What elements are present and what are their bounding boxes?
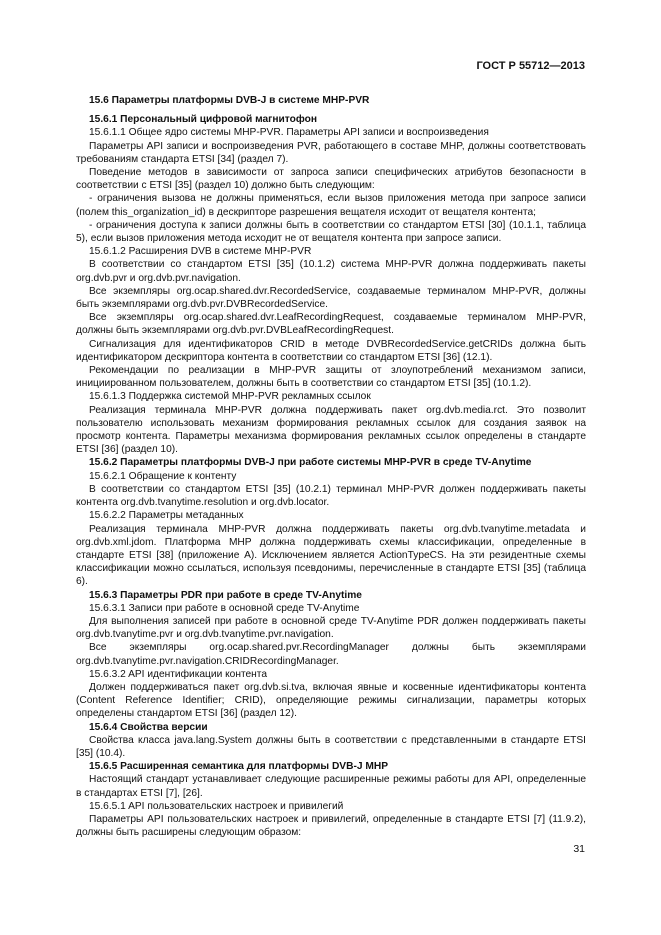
paragraph: 15.6.2.1 Обращение к контенту: [89, 470, 237, 482]
page-number: 31: [573, 843, 585, 855]
section-heading: 15.6.3 Параметры PDR при работе в среде TV-Anytime: [89, 589, 362, 601]
paragraph: Реализация терминала MHP-PVR должна поддерживать пакеты org.dvb.tvanytime.metadata и org.dvb.xml.jdom. Платформа MHP должна поддерживать схемы классификации, определенные в стандарте ETSI [38] (приложение А). Исключением является ActionTypeCS. На эти резидентные схемы классификации можно ссылаться, используя псевдонимы, перечисленные в стандарте ETSI [35] (таблица 6).: [76, 523, 586, 588]
paragraph: 15.6.3.1 Записи при работе в основной среде TV-Anytime: [89, 602, 360, 614]
paragraph: 15.6.1.2 Расширения DVB в системе MHP-PVR: [89, 246, 312, 258]
paragraph: Параметры API записи и воспроизведения PVR, работающего в составе MHP, должны соответствовать требованиям стандарта ETSI [34] (раздел 7).: [76, 140, 586, 165]
document-body: [76, 90, 586, 839]
paragraph: Для выполнения записей при работе в основной среде TV-Anytime PDR должен поддерживать пакеты org.dvb.tvanytime.pvr и org.dvb.tvanytime.pvr.navigation.: [76, 615, 586, 641]
paragraph: Все экземпляры org.ocap.shared.pvr.RecordingManager должны быть экземплярами org.dvb.tvanytime.pvr.navigation.CRIDRecordingManager.: [76, 642, 586, 667]
paragraph: Должен поддерживаться пакет org.dvb.si.tva, включая явные и косвенные идентификаторы контента (Content Reference Identifier; CRID), определяющие режимы сигнализации, параметры которых определены стандартом ETSI [36] (раздел 12).: [76, 681, 586, 720]
paragraph: Свойства класса java.lang.System должны быть в соответствии с представленными в стандарте ETSI [35] (10.4).: [76, 734, 586, 759]
paragraph: 15.6.3.2 API идентификации контента: [89, 668, 268, 680]
paragraph: - ограничения доступа к записи должны быть в соответствии со стандартом ETSI [30] (10.1.1, таблица 5), если вызов приложения метода исходит не от вещателя контента при запросе записи.: [76, 219, 586, 245]
section-heading: 15.6.5 Расширенная семантика для платформы DVB-J MHP: [89, 761, 388, 773]
paragraph: В соответствии со стандартом ETSI [35] (10.1.2) система MHP-PVR должна поддерживать пакеты org.dvb.pvr и org.dvb.pvr.navigation.: [76, 259, 586, 284]
paragraph: - ограничения вызова не должны применяться, если вызов приложения метода при запросе записи (полем this_organization_id) в дескрипторе разрешения вещателя исходит от вещателя контента;: [76, 193, 586, 218]
paragraph: 15.6.2.2 Параметры метаданных: [89, 510, 244, 522]
paragraph: Поведение методов в зависимости от запроса записи специфических атрибутов безопасности в соответствии с ETSI [35] (раздел 10) должно быть следующим:: [76, 167, 586, 192]
paragraph: Рекомендации по реализации в MHP-PVR защиты от злоупотреблений механизмом записи, инициированном пользователем, должны быть в соответствии со стандартом ETSI [35] (10.1.2).: [76, 365, 586, 390]
standard-designation: ГОСТ Р 55712—2013: [476, 60, 585, 72]
paragraph: 15.6.1.3 Поддержка системой MHP-PVR рекламных ссылок: [89, 391, 371, 403]
paragraph: Все экземпляры org.ocap.shared.dvr.LeafRecordingRequest, создаваемые терминалом MHP-PVR, должны быть экземплярами org.dvb.pvr.DVBLeafRecordingRequest.: [76, 312, 586, 337]
paragraph: 15.6.5.1 API пользовательских настроек и привилегий: [89, 800, 344, 812]
section-heading: 15.6.4 Свойства версии: [89, 721, 208, 733]
paragraph: Настоящий стандарт устанавливает следующие расширенные режимы работы для API, определенные в стандартах ETSI [7], [26].: [76, 774, 586, 799]
paragraph: Сигнализация для идентификаторов CRID в методе DVBRecordedService.getCRIDs должна быть идентификатором дескриптора контента в соответствии со стандартом ETSI [36] (12.1).: [76, 338, 586, 363]
paragraph: Параметры API пользовательских настроек и привилегий, определенные в стандарте ETSI [7] (11.9.2), должны быть расширены следующим образом:: [76, 813, 586, 839]
section-heading: 15.6 Параметры платформы DVB-J в системе MHP-PVR: [89, 95, 370, 106]
paragraph: Все экземпляры org.ocap.shared.dvr.RecordedService, создаваемые терминалом MHP-PVR, должны быть экземплярами org.dvb.pvr.DVBRecordedService.: [76, 285, 586, 311]
paragraph: Реализация терминала MHP-PVR должна поддерживать пакет org.dvb.media.rct. Это позволит пользователю использовать механизм формирования рекламных ссылок для создания заявок на просмотр контента. Параметры механизма формирования рекламных ссылок определены в стандарте ETSI [36] (раздел 10).: [76, 404, 586, 456]
paragraph: В соответствии со стандартом ETSI [35] (10.2.1) терминал MHP-PVR должен поддерживать пакеты контента org.dvb.tvanytime.resolution и org.dvb.locator.: [76, 483, 586, 509]
section-heading: 15.6.1 Персональный цифровой магнитофон: [89, 114, 318, 126]
section-heading: 15.6.2 Параметры платформы DVB-J при работе системы MHP-PVR в среде TV-Anytime: [89, 457, 532, 469]
paragraph: 15.6.1.1 Общее ядро системы MHP-PVR. Параметры API записи и воспроизведения: [89, 127, 489, 139]
